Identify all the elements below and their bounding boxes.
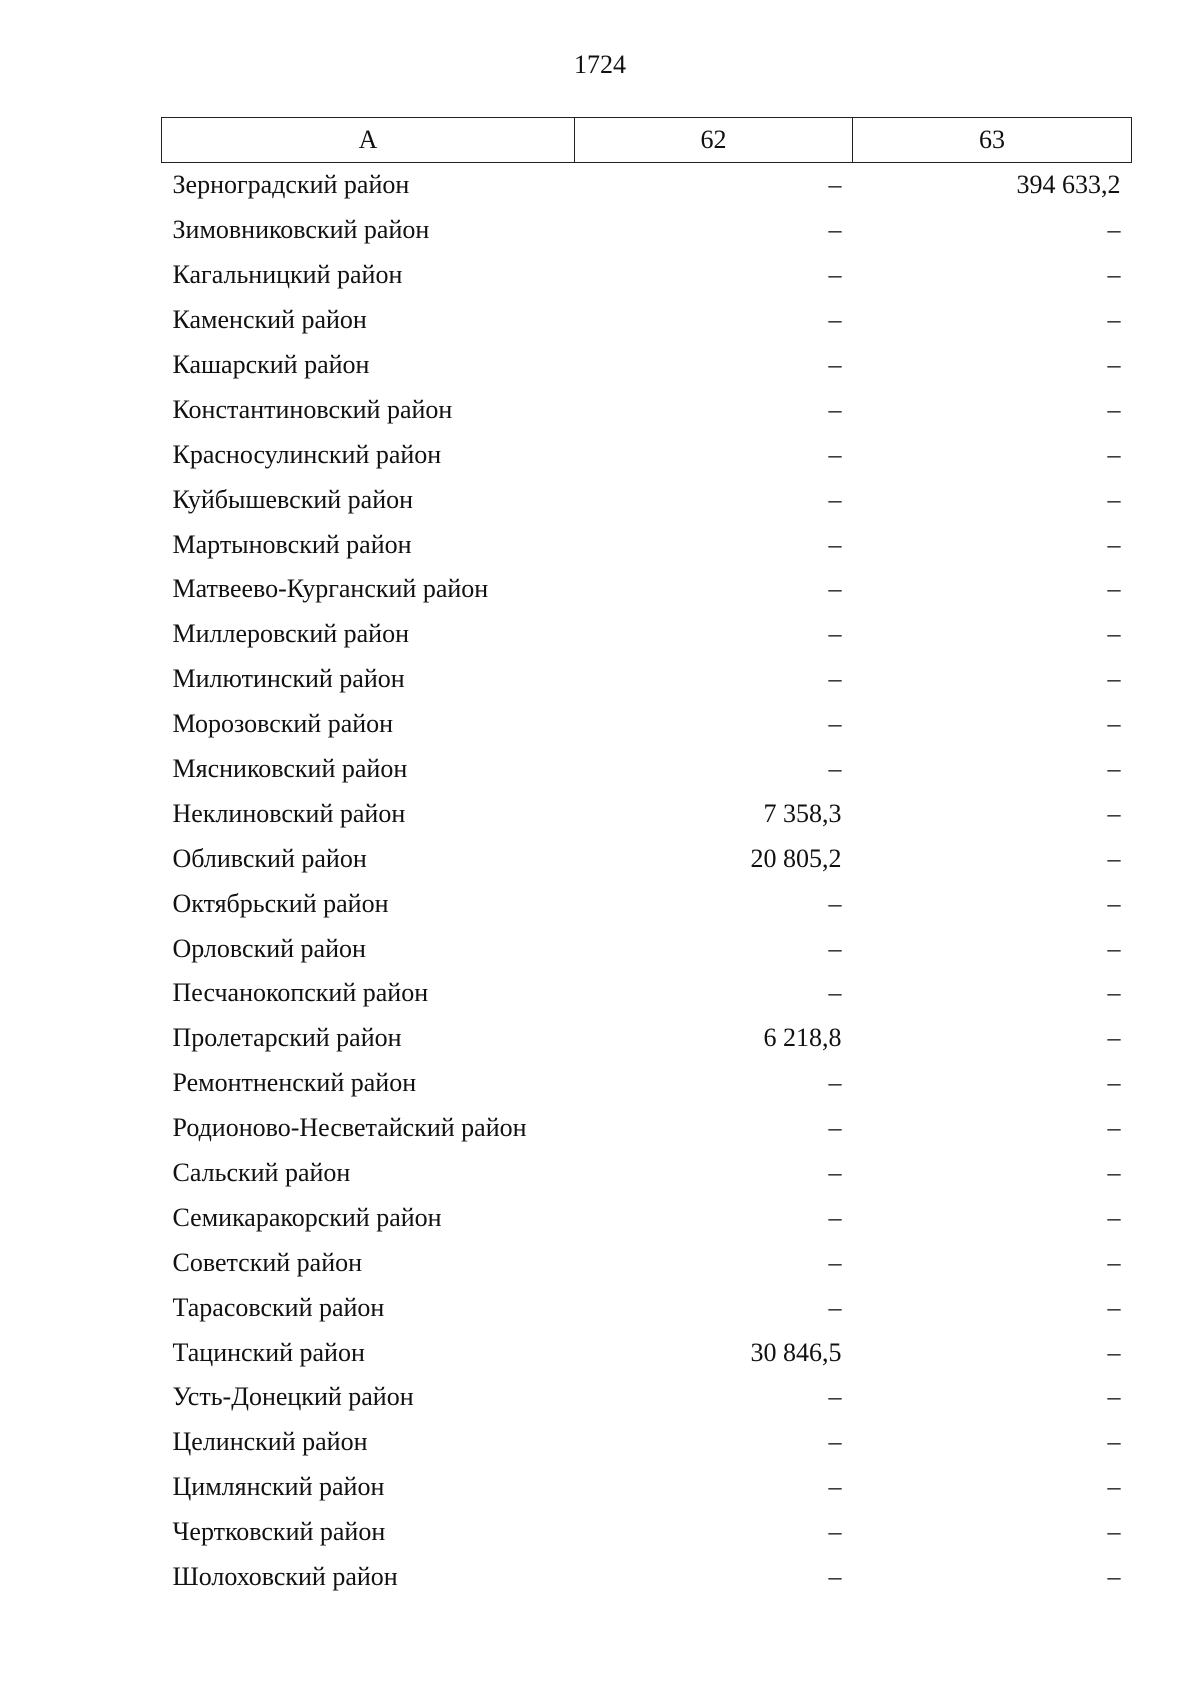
value-col-62: – [828, 1292, 842, 1322]
table-row [162, 522, 1132, 567]
table-row [162, 1016, 1132, 1061]
district-table [161, 117, 1132, 1600]
district-name: Зерноградский район [172, 170, 410, 200]
value-col-63: – [1107, 1517, 1121, 1547]
district-name: Тацинский район [172, 1337, 365, 1367]
table-row [162, 1330, 1132, 1375]
table-row [162, 1151, 1132, 1196]
value-col-62: – [828, 574, 842, 604]
value-col-62: – [828, 529, 842, 559]
table-row [162, 1061, 1132, 1106]
district-name: Константиновский район [172, 394, 453, 424]
district-name: Куйбышевский район [172, 484, 414, 514]
value-col-62: – [828, 1247, 842, 1277]
district-name: Чертковский район [172, 1517, 386, 1547]
district-name: Орловский район [172, 933, 366, 963]
value-col-62: – [828, 1202, 842, 1232]
table-header-row [162, 118, 1132, 163]
value-col-63: – [1107, 1068, 1121, 1098]
table-row [162, 747, 1132, 792]
header-col-63: 63 [853, 118, 1132, 163]
value-col-63: – [1107, 1382, 1121, 1412]
value-col-63: – [1107, 260, 1121, 290]
district-name: Матвеево-Курганский район [172, 574, 489, 604]
table-row [162, 971, 1132, 1016]
value-col-62: – [828, 170, 842, 200]
value-col-62: – [828, 933, 842, 963]
table-row [162, 477, 1132, 522]
table-row [162, 791, 1132, 836]
district-name: Тарасовский район [172, 1292, 385, 1322]
district-name: Родионово-Несветайский район [172, 1113, 527, 1143]
table-row [162, 702, 1132, 747]
value-col-62: – [828, 394, 842, 424]
district-name: Мясниковский район [172, 754, 408, 784]
table-row [162, 612, 1132, 657]
value-col-63: 394 633,2 [1016, 170, 1121, 200]
value-col-63: – [1107, 215, 1121, 245]
district-name: Ремонтненский район [172, 1068, 417, 1098]
district-name: Шолоховский район [172, 1562, 398, 1592]
district-name: Милютинский район [172, 664, 405, 694]
district-name: Пролетарский район [172, 1023, 402, 1053]
value-col-63: – [1107, 619, 1121, 649]
table-row [162, 208, 1132, 253]
value-col-62: – [828, 1158, 842, 1188]
value-col-62: – [828, 709, 842, 739]
value-col-62: – [828, 1562, 842, 1592]
table-row [162, 1420, 1132, 1465]
district-name: Кашарский район [172, 350, 370, 379]
district-name: Мартыновский район [172, 529, 412, 559]
value-col-63: – [1107, 1337, 1121, 1367]
value-col-63: – [1107, 574, 1121, 604]
district-name: Обливский район [172, 843, 367, 873]
table-row [162, 567, 1132, 612]
district-name: Песчанокопский район [172, 978, 429, 1008]
table-row [162, 926, 1132, 971]
value-col-63: – [1107, 754, 1121, 784]
value-col-62: – [828, 1517, 842, 1547]
table-row [162, 1375, 1132, 1420]
value-col-63: – [1107, 1113, 1121, 1143]
district-name: Цимлянский район [172, 1472, 385, 1502]
value-col-62: – [828, 350, 842, 379]
table-row [162, 1555, 1132, 1600]
value-col-63: – [1107, 1562, 1121, 1592]
value-col-63: – [1107, 439, 1121, 469]
district-name: Зимовниковский район [172, 215, 430, 245]
table-row [162, 657, 1132, 702]
table-header [162, 118, 1132, 163]
value-col-62: – [828, 215, 842, 245]
header-col-a: А [162, 118, 575, 163]
district-name: Октябрьский район [172, 888, 389, 918]
table-row [162, 1510, 1132, 1555]
district-name: Семикаракорский район [172, 1202, 442, 1232]
table-row [162, 1240, 1132, 1285]
table-row [162, 253, 1132, 298]
value-col-62: 7 358,3 [763, 798, 842, 828]
value-col-62: – [828, 439, 842, 469]
table-row [162, 1285, 1132, 1330]
value-col-63: – [1107, 1023, 1121, 1053]
value-col-62: – [828, 484, 842, 514]
value-col-62: 6 218,8 [763, 1023, 842, 1053]
value-col-63: – [1107, 664, 1121, 694]
table-row [162, 163, 1132, 208]
value-col-62: 30 846,5 [750, 1337, 842, 1367]
value-col-62: – [828, 978, 842, 1008]
value-col-63: – [1107, 978, 1121, 1008]
district-name: Каменский район [172, 305, 367, 335]
table-row [162, 343, 1132, 388]
table-row [162, 1195, 1132, 1240]
district-name: Усть-Донецкий район [172, 1382, 414, 1412]
value-col-63: – [1107, 933, 1121, 963]
value-col-63: – [1107, 1247, 1121, 1277]
district-name: Советский район [172, 1247, 363, 1277]
table-row [162, 1106, 1132, 1151]
district-name: Неклиновский район [172, 798, 406, 828]
table-row [162, 881, 1132, 926]
value-col-63: – [1107, 843, 1121, 873]
value-col-62: – [828, 305, 842, 335]
value-col-63: – [1107, 1292, 1121, 1322]
district-name: Сальский район [172, 1158, 351, 1188]
district-name: Кагальницкий район [172, 260, 403, 290]
district-name: Морозовский район [172, 709, 394, 739]
value-col-62: – [828, 754, 842, 784]
header-col-62: 62 [575, 118, 853, 163]
district-name: Красносулинский район [172, 439, 442, 469]
value-col-63: – [1107, 305, 1121, 335]
value-col-63: – [1107, 1427, 1121, 1457]
value-col-62: – [828, 1068, 842, 1098]
page-number: 1724 [574, 50, 626, 79]
value-col-63: – [1107, 394, 1121, 424]
table-row [162, 1465, 1132, 1510]
value-col-63: – [1107, 350, 1121, 379]
value-col-63: – [1107, 798, 1121, 828]
value-col-63: – [1107, 888, 1121, 918]
value-col-63: – [1107, 484, 1121, 514]
value-col-62: – [828, 1472, 842, 1502]
value-col-62: – [828, 888, 842, 918]
value-col-63: – [1107, 709, 1121, 739]
table-row [162, 432, 1132, 477]
value-col-63: – [1107, 1202, 1121, 1232]
district-name: Миллеровский район [172, 619, 410, 649]
value-col-62: 20 805,2 [750, 843, 842, 873]
table-body [162, 163, 1132, 1600]
value-col-62: – [828, 1382, 842, 1412]
table-row [162, 836, 1132, 881]
district-name: Целинский район [172, 1427, 368, 1457]
table-row [162, 298, 1132, 343]
value-col-62: – [828, 1427, 842, 1457]
table-row [162, 387, 1132, 432]
value-col-63: – [1107, 1158, 1121, 1188]
value-col-63: – [1107, 529, 1121, 559]
value-col-62: – [828, 1113, 842, 1143]
value-col-63: – [1107, 1472, 1121, 1502]
value-col-62: – [828, 664, 842, 694]
value-col-62: – [828, 619, 842, 649]
value-col-62: – [828, 260, 842, 290]
